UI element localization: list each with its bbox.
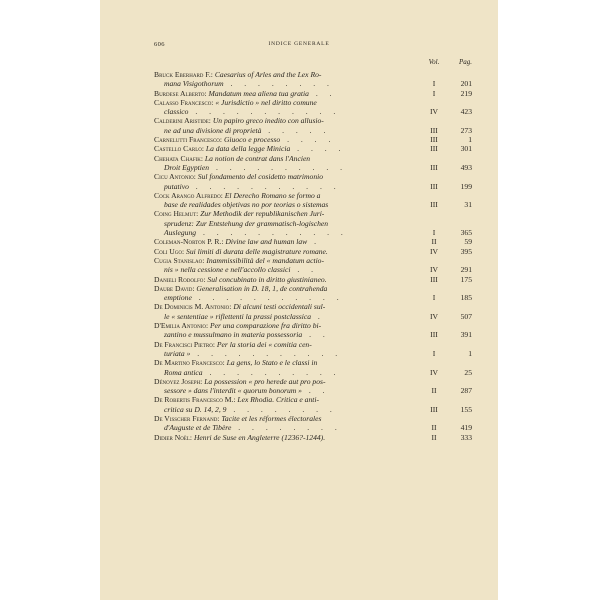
entry-line [100,349,498,358]
entry-text [164,312,325,321]
entry-line [100,154,498,163]
entry-line [100,265,498,274]
entry-text [164,107,340,116]
entry-text [154,144,345,153]
entry-text [154,433,325,442]
index-entry [100,209,498,237]
entry-line [100,256,498,265]
entry-author: Bruck Eberhard F.: [154,70,213,79]
entry-line [100,293,498,302]
entry-line [100,89,498,98]
entry-author: Dénoyez Joseph: [154,376,203,386]
entry-author: Coing Helmut: [154,209,199,219]
entry-volume: I [432,228,436,238]
entry-line [100,163,498,172]
index-entry [100,191,498,210]
entry-author: Calderini Aristide: [154,116,211,126]
entry-volume: III [430,274,438,284]
entry-text [164,386,330,395]
leader-dots: . . . . . . . . . . . [190,348,343,358]
entry-line [100,423,498,432]
entry-title: classico [164,107,189,117]
leader-dots: . . [290,265,319,275]
entry-title: mana Visigothorum [164,79,224,89]
entry-text [154,377,325,386]
entry-text [154,395,319,404]
index-entry [100,302,498,321]
entry-title: Caesarius of Arles and the Lex Ro- [214,70,322,79]
entry-text [164,219,328,228]
entry-line [100,330,498,339]
entry-text [154,116,324,125]
entry-author: De Martino Francesco: [154,358,225,368]
entry-author: Cugia Stanislao: [154,255,205,265]
entry-volume: II [431,386,437,396]
entry-title: le « sententiae » riflettenti la prassi postclassica [164,311,312,321]
leader-dots: . . . . . . . . . . . [188,107,341,117]
entry-text [164,182,341,191]
leader-dots: . . [302,330,330,340]
entry-title: Tacite et les réformes électorales [221,413,322,423]
leader-dots: . . [301,386,330,396]
entry-author: D'Emilia Antonio: [154,321,209,331]
entry-line [100,377,498,386]
entry-page: 1 [468,135,472,145]
entry-line [100,405,498,414]
entry-text [154,340,312,349]
entry-text [154,135,335,144]
entry-volume: III [430,330,438,340]
entry-title: sessore » dans l'interdit « quorum bonorum » [164,386,302,396]
entry-page: 201 [460,79,472,89]
index-entry [100,377,498,396]
entry-title: ne ad una divisione di proprietà [164,125,262,135]
entry-line [100,191,498,200]
index-entry [100,70,498,89]
entry-page: 175 [460,274,472,284]
leader-dots: . . . . . . . . . . [202,367,341,377]
entry-volume: IV [429,246,438,256]
entry-line [100,107,498,116]
entry-page: 25 [464,367,472,377]
pag-column-label: Pag. [458,58,472,66]
entry-volume: III [430,162,438,172]
entry-author: De Dominicis M. Antonio: [154,302,232,312]
entry-volume: I [432,88,436,98]
leader-dots: . . . . . . . . [223,79,334,89]
entry-line [100,358,498,367]
entry-text [164,368,341,377]
vol-column-label: Vol. [428,58,440,66]
entry-line [100,116,498,125]
entry-text [154,191,320,200]
entry-text [154,414,321,423]
index-entry [100,135,498,144]
entry-title: Sul fondamento del cosidetto matrimonio [197,172,324,182]
entry-volume: IV [429,265,438,275]
index-entry [100,144,498,153]
index-entry [100,154,498,173]
entry-volume: IV [429,107,438,117]
entry-title: Roma antica [164,367,203,377]
book-page [100,0,498,600]
entry-volume: II [431,237,437,247]
entry-volume: IV [429,311,438,321]
entry-volume: III [430,144,438,154]
leader-dots: . . . . . [261,125,331,135]
entry-line [100,302,498,311]
entry-title: Sul concubinato in diritto giustinianeo. [207,274,327,284]
entry-title: Auslegung [164,228,197,238]
entry-author: Cock Arango Alfredo: [154,190,223,200]
entry-title: Sui limiti di durata delle magistrature romane. [186,246,328,256]
index-entry [100,116,498,135]
entry-page: 301 [460,144,472,154]
entry-page: 287 [460,386,472,396]
entry-author: De Francisci Pietro: [154,339,215,349]
entry-author: Castello Carlo: [154,144,204,154]
leader-dots: . . . . . . . . . . . [196,228,348,238]
entry-title: La data della legge Minicia [205,144,291,154]
entry-line [100,386,498,395]
entry-page: 155 [460,404,472,414]
entry-line [100,219,498,228]
entry-text [164,228,348,237]
entry-title: critica su D. 14, 2, 9 [164,404,227,414]
entry-page: 273 [460,125,472,135]
entry-author: Cicu Antonio: [154,172,196,182]
entry-line [100,414,498,423]
entry-title: Droit Egyptien [164,162,210,172]
index-entry [100,98,498,117]
entry-text [164,265,318,274]
entry-volume: III [430,135,438,145]
entry-line [100,321,498,330]
entry-text [154,256,324,265]
entry-line [100,172,498,181]
entry-title: turiata » [164,348,191,358]
entry-author: Danieli Rodolfo: [154,274,206,284]
entry-line [100,182,498,191]
running-title: INDICE GENERALE [268,41,330,47]
page-number: 606 [154,41,165,48]
entry-line [100,433,498,442]
entry-title: Giuoco e processo [223,135,281,145]
entry-volume: I [432,293,436,303]
column-headers [100,58,498,68]
entry-title: Mandatum mea aliena tua gratia [208,88,309,98]
leader-dots: . . . . . . . . . . . [188,181,341,191]
entry-text [164,330,330,339]
entry-volume: III [430,200,438,210]
entry-page: 199 [460,181,472,191]
entry-volume: III [430,181,438,191]
entry-line [100,228,498,237]
entry-text [164,200,328,209]
entry-text [154,321,321,330]
entry-text [164,349,342,358]
entry-volume: I [432,348,436,358]
index-entry [100,172,498,191]
entry-text [164,423,342,432]
entry-text [154,172,323,181]
leader-dots: . . . . [290,144,346,154]
leader-dots: . . . . . . . . . . . [191,293,344,303]
entry-text [154,275,327,284]
leader-dots: . [311,311,325,321]
entry-page: 185 [460,293,472,303]
entry-title: nis » nella cessione e nell'accollo classici [164,265,291,275]
entry-line [100,368,498,377]
entry-page: 507 [460,311,472,321]
entry-title: d'Auguste et de Tibère [164,423,232,433]
index-entry [100,358,498,377]
entry-title: Inammissibilità del « mandatum actio- [206,255,325,265]
entry-line [100,79,498,88]
entry-text [154,247,328,256]
index-entry [100,89,498,98]
entry-line [100,340,498,349]
index-entries [100,70,498,442]
entry-page: 1 [468,348,472,358]
entry-author: Daube David: [154,283,195,293]
entry-line [100,98,498,107]
entry-title: Di alcuni testi occidentali sul- [233,302,326,312]
entry-text [154,89,337,98]
entry-text [164,405,337,414]
entry-title: Un papiro greco inedito con allusio- [212,116,324,126]
entry-volume: III [430,125,438,135]
entry-page: 333 [460,432,472,442]
entry-text [164,293,344,302]
entry-text [164,126,330,135]
entry-line [100,144,498,153]
entry-page: 59 [464,237,472,247]
entry-text [154,284,327,293]
entry-text [154,358,317,367]
entry-title: Divine law and human law [225,237,308,247]
entry-author: Burdese Alberto: [154,88,207,98]
entry-line [100,209,498,218]
entry-line [100,70,498,79]
entry-text [164,79,334,88]
index-entry [100,256,498,275]
entry-text [154,154,310,163]
entry-title: zantino e mussulmano in materia possessoria [164,330,303,340]
entry-page: 493 [460,162,472,172]
entry-author: Didier Noël: [154,432,193,442]
entry-page: 419 [460,423,472,433]
index-entry [100,275,498,284]
entry-text [164,163,347,172]
entry-author: Coleman-Norton P. R.: [154,237,224,247]
index-entry [100,321,498,340]
leader-dots: . . . . . . . . [231,423,342,433]
index-entry [100,284,498,303]
entry-volume: II [431,432,437,442]
entry-volume: II [431,423,437,433]
running-header [100,41,498,51]
entry-text [154,302,325,311]
entry-author: Chehata Chafik: [154,153,204,163]
entry-line [100,126,498,135]
entry-page: 423 [460,107,472,117]
entry-volume: IV [429,367,438,377]
entry-title: Per la storia dei « comitia cen- [216,339,312,349]
index-entry [100,237,498,246]
index-entry [100,433,498,442]
entry-title: Per una comparazione fra diritto bi- [209,321,322,331]
entry-volume: III [430,404,438,414]
entry-author: De Visscher Fernand: [154,413,220,423]
entry-volume: I [432,79,436,89]
entry-page: 391 [460,330,472,340]
entry-page: 291 [460,265,472,275]
entry-title: El Derecho Romano se formo a [224,190,321,200]
index-entry [100,414,498,433]
entry-title: Henri de Suse en Angleterre (1236?-1244). [193,432,326,442]
entry-line [100,200,498,209]
entry-title: Lex Rhodia. Critica e anti- [237,395,320,405]
entry-author: Calasso Francesco: [154,97,214,107]
entry-title: Zur Methodik der republikanischen Juri- [200,209,325,219]
index-entry [100,395,498,414]
entry-title: emptione [164,293,192,303]
entry-page: 219 [460,88,472,98]
entry-text [154,70,321,79]
leader-dots: . . . . . . . . . . [209,162,348,172]
entry-title: La gens, lo Stato e le classi in [226,358,318,368]
entry-page: 365 [460,228,472,238]
leader-dots: . [307,237,321,247]
leader-dots: . . . . . . . . [226,404,337,414]
entry-author: Coli Ugo: [154,246,185,256]
leader-dots: . . . . [280,135,336,145]
entry-title: La possession « pro herede aut pro pos- [204,376,326,386]
entry-title: « Jurisdictio » nel diritto comune [215,97,317,107]
entry-line [100,284,498,293]
entry-text [154,209,324,218]
entry-text [154,98,317,107]
index-entry [100,340,498,359]
entry-page: 395 [460,246,472,256]
leader-dots: . . [308,88,337,98]
entry-line [100,312,498,321]
entry-line [100,135,498,144]
entry-text [154,237,321,246]
entry-line [100,247,498,256]
entry-author: Carnelutti Francesco: [154,135,223,145]
entry-line [100,275,498,284]
entry-author: De Robertis Francesco M.: [154,395,236,405]
entry-line [100,395,498,404]
entry-line [100,237,498,246]
entry-page: 31 [464,200,472,210]
entry-title: Generalisation in D. 18, 1, de contrahenda [196,283,328,293]
entry-title: sprudenz: Zur Entstehung der grammatisch-logischen [164,218,329,228]
entry-title: putativo [164,181,189,191]
index-entry [100,247,498,256]
entry-title: La notion de contrat dans l'Ancien [204,153,311,163]
entry-title: base de realidades objetivas no por teorias o sistemas [164,200,329,210]
